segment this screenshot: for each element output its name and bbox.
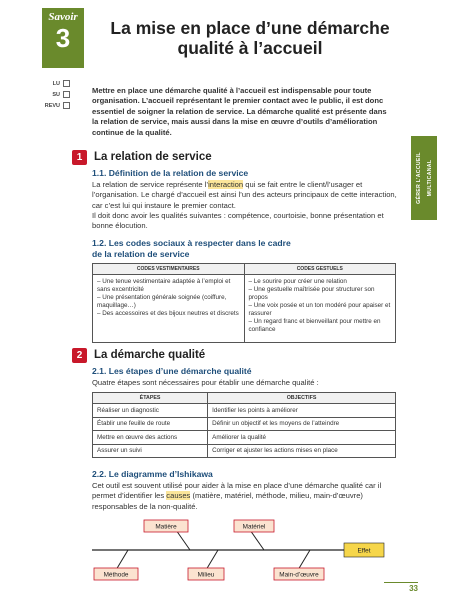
highlight-interaction: interaction [208,180,244,189]
checklist-item-su[interactable] [40,89,70,100]
objective-cell: Identifier les points à améliorer [208,404,396,418]
chapter-number: 3 [55,23,71,53]
diagram-branch [206,550,218,570]
gesture-codes-cell [244,275,396,343]
checklist-label: SU [52,91,60,98]
cause-label-methode: Méthode [103,571,129,579]
list-item: – Une présentation générale soignée (coiffure, maquillage…) [97,294,227,309]
social-codes-table [92,263,396,343]
table-header-gesture-codes: CODES GESTUELS [244,264,396,275]
page-title: La mise en place d’une démarche qualité à l’accueil [110,18,390,58]
cause-label-milieu: Milieu [197,571,215,579]
cause-label-main-doeuvre: Main-d’œuvre [279,571,319,579]
text-run: Cet outil est souvent utilisé pour aider à la mise en place d’une démarche qualité car il permet d’identifier les [92,481,382,501]
section-2-number: 2 [72,348,87,363]
step-cell: Mettre en œuvre des actions [93,431,208,445]
checklist-label: REVU [44,102,60,109]
cause-label-matiere: Matière [155,523,177,531]
section-1-title: La relation de service [94,151,212,163]
cause-label-materiel: Matériel [242,523,266,531]
list-item: – Une gestuelle maîtrisée pour structurer son propos [248,286,375,301]
section-1-number: 1 [72,150,87,165]
subsection-2-2-paragraph [92,481,397,512]
ishikawa-diagram [88,518,388,582]
diagram-branch [176,530,190,550]
subsection-1-1-title: 1.1. Définition de la relation de service [92,168,249,178]
text-run: qui se fait entre le client/l’usager et l’organisation. Le chargé d’accueil est ainsi l’un des acteurs principaux de cette interaction, car c’est lui qui instaure le premier contact. [92,180,397,210]
list-item: – Un regard franc et bienveillant pour mettre en confiance [248,318,381,333]
subsection-1-1-paragraph-1 [92,180,397,211]
list-item: – Le sourire pour créer une relation [248,278,347,285]
objective-cell: Améliorer la qualité [208,431,396,445]
intro-paragraph: Mettre en place une démarche qualité à l’accueil est indispensable pour toute organisation. L’accueil représentant le premier contact avec le public, il est donc essentiel de soigner la relation de service. La démarche qualité est présente dans la relation de service, mais aussi dans la mise en œuvre d’outils d’amélioration continue de la qualité. [92,86,387,137]
section-2-title: La démarche qualité [94,349,206,361]
text-run: La relation de service représente l’ [92,180,209,189]
side-tab-line1: GÉRER L’ACCUEIL [416,152,422,204]
diagram-branch [250,530,264,550]
step-cell: Établir une feuille de route [93,417,208,431]
dress-codes-cell [93,275,245,343]
subsection-2-1-text: Quatre étapes sont nécessaires pour établir une démarche qualité : [92,378,319,387]
checkbox[interactable] [63,102,70,109]
table-row [93,417,396,431]
subsection-2-2-title: 2.2. Le diagramme d’Ishikawa [92,469,213,479]
side-chapter-tab [411,136,437,220]
table-header-objectives: OBJECTIFS [208,393,396,404]
progress-checklist [40,78,70,111]
subsection-2-1-title: 2.1. Les étapes d’une démarche qualité [92,366,252,376]
chapter-tab [42,8,84,68]
checklist-label: LU [52,80,60,87]
list-item: – Des accessoires et des bijoux neutres et discrets [97,310,239,317]
table-header-dress-codes: CODES VESTIMENTAIRES [93,264,245,275]
list-item: – Une tenue vestimentaire adaptée à l’emploi et sans excentricité [97,278,231,293]
checklist-item-lu[interactable] [40,78,70,89]
side-tab-line2: MULTICANAL [427,159,433,197]
quality-steps-table [92,392,396,458]
page-number: 33 [384,582,418,593]
diagram-branch [116,550,128,570]
highlight-causes: causes [166,491,191,501]
diagram-branch [298,550,310,570]
text-run: (matière, matériel, méthode, milieu, main-d’œuvre) responsables de la non-qualité. [92,491,363,511]
table-row [93,404,396,418]
list-item: – Une voix posée et un ton modéré pour apaiser et rassurer [248,302,391,317]
table-row [93,444,396,458]
step-cell: Assurer un suivi [93,444,208,458]
subsection-1-2-title [92,238,291,259]
objective-cell: Corriger et ajuster les actions mises en place [208,444,396,458]
subsection-1-1-paragraph-2: Il doit donc avoir les qualités suivantes : compétence, courtoisie, bonne présentation et bonne élocution. [92,211,384,231]
checklist-item-revu[interactable] [40,100,70,111]
table-header-steps: ÉTAPES [93,393,208,404]
step-cell: Réaliser un diagnostic [93,404,208,418]
chapter-kicker: Savoir [48,11,78,23]
table-row [93,431,396,445]
subsection-1-2-title-line2: de la relation de service [92,248,190,259]
checkbox[interactable] [63,91,70,98]
effect-label: Effet [357,547,371,555]
subsection-1-2-title-line1: 1.2. Les codes sociaux à respecter dans le cadre [92,238,291,248]
objective-cell: Définir un objectif et les moyens de l’atteindre [208,417,396,431]
checkbox[interactable] [63,80,70,87]
